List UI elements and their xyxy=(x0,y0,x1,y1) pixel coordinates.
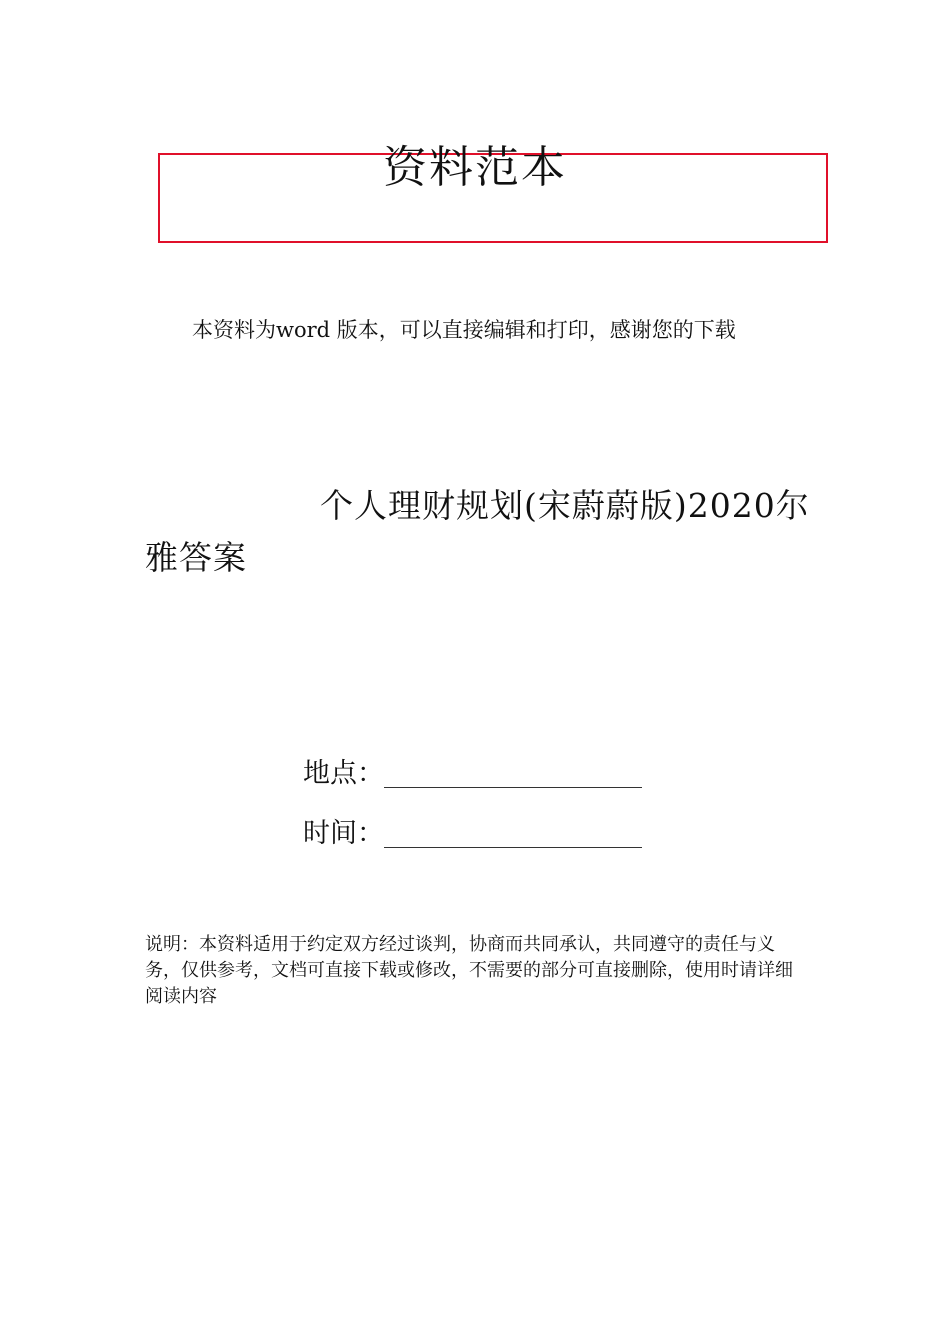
location-field xyxy=(303,754,642,794)
banner-title: 资料范本 xyxy=(383,142,567,193)
download-notice: 本资料为word 版本，可以直接编辑和打印，感谢您的下载 xyxy=(192,318,736,342)
location-blank-line xyxy=(384,786,642,788)
time-field xyxy=(303,814,642,854)
document-title: 个人理财规划(宋蔚蔚版)2020尔雅答案 xyxy=(145,486,810,577)
location-label: 地点： xyxy=(303,758,384,789)
time-blank-line xyxy=(384,846,642,848)
time-label: 时间： xyxy=(303,818,384,849)
usage-note: 说明：本资料适用于约定双方经过谈判，协商而共同承认，共同遵守的责任与义务，仅供参考，文档可直接下载或修改，不需要的部分可直接删除，使用时请详细阅读内容 xyxy=(145,934,793,1007)
